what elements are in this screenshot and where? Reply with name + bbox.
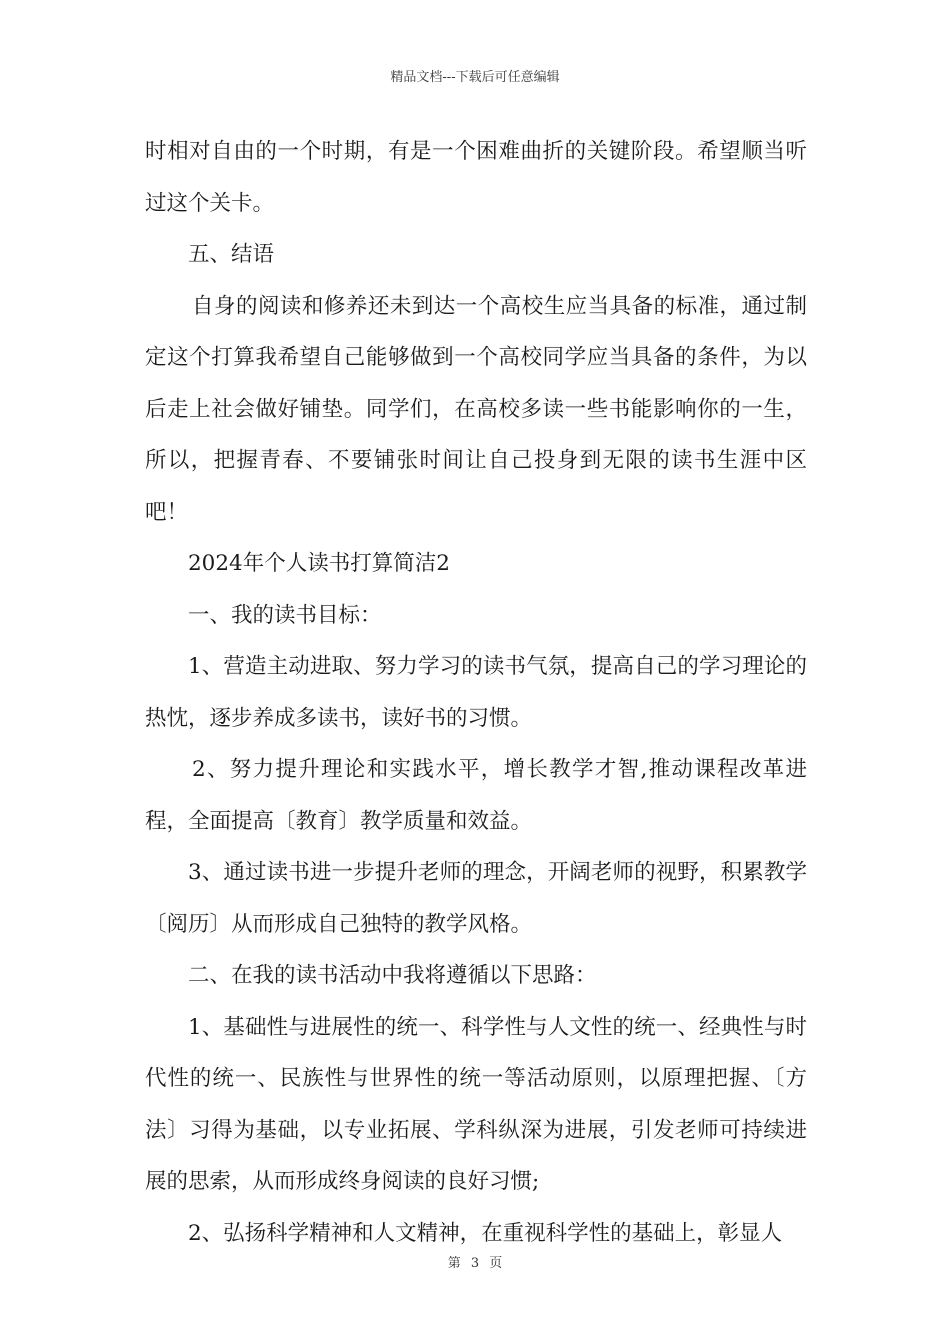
page-number-suffix: 页 [489,1256,503,1271]
page-number-prefix: 第 [447,1256,461,1271]
document-title: 2024年个人读书打算简洁2 [188,551,450,576]
page-header: 精品文档---下载后可任意编辑 [390,70,560,85]
page-footer [0,1252,950,1271]
page-number: 3 [470,1256,480,1271]
list-item: 1、营造主动进取、努力学习的读书气氛，提高自己的学习理论的热忱，逐步养成多读书，读好书的习惯。 [145,654,807,731]
paragraph: 自身的阅读和修养还未到达一个高校生应当具备的标准，通过制定这个打算我希望自己能够做到一个高校同学应当具备的条件，为以后走上社会做好铺垫。同学们，在高校多读一些书能影响你的一生，所以，把握青春、不要铺张时间让自己投身到无限的读书生涯中区吧！ [145,293,807,525]
list-item: 3、通过读书进一步提升老师的理念，开阔老师的视野，积累教学〔阅历〕从而形成自己独特的教学风格。 [145,860,807,937]
section-heading: 五、结语 [188,242,275,267]
section-heading: 二、在我的读书活动中我将遵循以下思路： [188,963,597,988]
document-body [145,126,807,1259]
list-item: 2、弘扬科学精神和人文精神，在重视科学性的基础上，彰显人 [188,1220,783,1246]
paragraph: 时相对自由的一个时期，有是一个困难曲折的关键阶段。希望顺当听过这个关卡。 [145,139,807,216]
section-heading: 一、我的读书目标： [188,602,382,628]
list-item: 1、基础性与进展性的统一、科学性与人文性的统一、经典性与时代性的统一、民族性与世界性的统一等活动原则，以原理把握、〔方法〕习得为基础，以专业拓展、学科纵深为进展，引发老师可持续进展的思索，从而形成终身阅读的良好习惯; [145,1014,807,1194]
list-item: 2、努力提升理论和实践水平，增长教学才智,推动课程改革进程，全面提高〔教育〕教学质量和效益。 [145,757,807,834]
